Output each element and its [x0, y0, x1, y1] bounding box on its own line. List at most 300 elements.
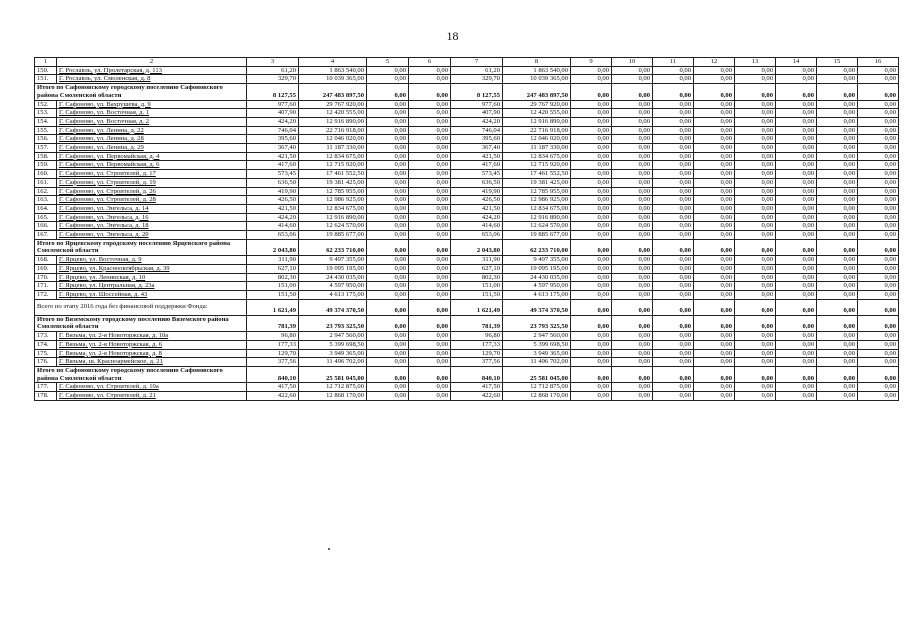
value-cell: 0,00 — [817, 383, 858, 392]
stage-total-label: Всего по этапу 2016 года без финансовой поддержки Фонда: — [35, 299, 247, 315]
value-cell: 0,00 — [776, 135, 817, 144]
value-cell: 177,33 — [451, 340, 503, 349]
value-cell: 0,00 — [612, 204, 653, 213]
row-number-cell: 178. — [35, 392, 57, 401]
value-cell: 12 834 675,00 — [299, 204, 367, 213]
value-cell: 424,20 — [247, 117, 299, 126]
address-cell: Г. Рославль, ул. Пролетарская, д. 113 — [57, 66, 247, 75]
value-cell: 12 785 955,00 — [299, 187, 367, 196]
value-cell: 4 613 175,00 — [299, 290, 367, 299]
value-cell: 0,00 — [367, 66, 409, 75]
value-cell: 3 949 365,00 — [299, 349, 367, 358]
value-cell: 0,00 — [409, 204, 451, 213]
value-cell: 0,00 — [694, 264, 735, 273]
value-cell: 573,45 — [247, 170, 299, 179]
value-cell: 2 947 560,00 — [299, 332, 367, 341]
row-number-cell: 156. — [35, 135, 57, 144]
value-cell: 0,00 — [409, 264, 451, 273]
value-cell: 0,00 — [694, 383, 735, 392]
table-row — [35, 135, 899, 144]
subtotal-value-cell: 0,00 — [817, 84, 858, 100]
value-cell: 0,00 — [409, 178, 451, 187]
value-cell: 0,00 — [735, 187, 776, 196]
table-row — [35, 178, 899, 187]
value-cell: 0,00 — [858, 117, 899, 126]
value-cell: 0,00 — [571, 109, 612, 118]
value-cell: 61,20 — [451, 66, 503, 75]
subtotal-value-cell: 0,00 — [735, 239, 776, 255]
value-cell: 0,00 — [694, 392, 735, 401]
value-cell: 0,00 — [409, 117, 451, 126]
address-cell: Г. Сафоново, ул. Ленина, д. 22 — [57, 126, 247, 135]
value-cell: 0,00 — [653, 66, 694, 75]
value-cell: 0,00 — [817, 256, 858, 265]
value-cell: 0,00 — [817, 117, 858, 126]
column-number-cell: 5 — [367, 58, 409, 67]
table-row — [35, 117, 899, 126]
value-cell: 0,00 — [612, 282, 653, 291]
row-number-cell: 172. — [35, 290, 57, 299]
value-cell: 0,00 — [409, 152, 451, 161]
value-cell: 4 597 950,00 — [503, 282, 571, 291]
value-cell: 0,00 — [817, 100, 858, 109]
subtotal-value-cell: 0,00 — [367, 84, 409, 100]
table-row — [35, 392, 899, 401]
row-number-cell: 155. — [35, 126, 57, 135]
value-cell: 10 039 365,00 — [503, 75, 571, 84]
subtotal-value-cell: 0,00 — [409, 315, 451, 331]
value-cell: 0,00 — [367, 256, 409, 265]
value-cell: 407,90 — [451, 109, 503, 118]
subtotal-value-cell: 25 581 045,00 — [299, 366, 367, 382]
subtotal-value-cell: 49 374 370,50 — [299, 299, 367, 315]
value-cell: 419,90 — [247, 187, 299, 196]
value-cell: 0,00 — [653, 109, 694, 118]
value-cell: 0,00 — [735, 383, 776, 392]
value-cell: 0,00 — [858, 282, 899, 291]
value-cell: 0,00 — [817, 340, 858, 349]
value-cell: 0,00 — [653, 144, 694, 153]
subtotal-value-cell: 0,00 — [817, 239, 858, 255]
table-row — [35, 256, 899, 265]
value-cell: 0,00 — [653, 187, 694, 196]
value-cell: 0,00 — [817, 144, 858, 153]
value-cell: 0,00 — [694, 135, 735, 144]
value-cell: 0,00 — [776, 332, 817, 341]
value-cell: 22 716 918,00 — [299, 126, 367, 135]
value-cell: 0,00 — [612, 290, 653, 299]
subtotal-label: Итого по Вяземскому городскому поселению Вяземского района Смоленской области — [35, 315, 247, 331]
value-cell: 0,00 — [571, 392, 612, 401]
subtotal-value-cell: 62 233 710,00 — [503, 239, 571, 255]
value-cell: 636,50 — [451, 178, 503, 187]
value-cell: 0,00 — [858, 213, 899, 222]
row-number-cell: 169. — [35, 264, 57, 273]
value-cell: 177,33 — [247, 340, 299, 349]
value-cell: 0,00 — [817, 231, 858, 240]
value-cell: 0,00 — [694, 273, 735, 282]
value-cell: 0,00 — [858, 144, 899, 153]
value-cell: 0,00 — [571, 66, 612, 75]
value-cell: 0,00 — [409, 222, 451, 231]
subtotal-value-cell: 0,00 — [367, 315, 409, 331]
value-cell: 0,00 — [735, 358, 776, 367]
value-cell: 0,00 — [367, 204, 409, 213]
value-cell: 0,00 — [571, 264, 612, 273]
value-cell: 0,00 — [858, 152, 899, 161]
value-cell: 0,00 — [817, 358, 858, 367]
value-cell: 0,00 — [409, 231, 451, 240]
row-number-cell: 150. — [35, 66, 57, 75]
value-cell: 0,00 — [571, 144, 612, 153]
value-cell: 12 715 920,00 — [299, 161, 367, 170]
value-cell: 0,00 — [612, 213, 653, 222]
value-cell: 0,00 — [776, 66, 817, 75]
value-cell: 0,00 — [571, 256, 612, 265]
value-cell: 417,60 — [451, 161, 503, 170]
subtotal-value-cell: 0,00 — [367, 239, 409, 255]
value-cell: 0,00 — [694, 187, 735, 196]
value-cell: 0,00 — [694, 213, 735, 222]
value-cell: 3 949 365,00 — [503, 349, 571, 358]
value-cell: 0,00 — [409, 66, 451, 75]
value-cell: 0,00 — [653, 332, 694, 341]
value-cell: 0,00 — [612, 117, 653, 126]
subtotal-value-cell: 0,00 — [571, 239, 612, 255]
address-cell: Г. Ярцево, ул. Восточная, д. 9 — [57, 256, 247, 265]
value-cell: 0,00 — [735, 178, 776, 187]
row-number-cell: 153. — [35, 109, 57, 118]
value-cell: 0,00 — [817, 332, 858, 341]
value-cell: 0,00 — [776, 170, 817, 179]
address-cell: Г. Вязьма, ул. 2-я Новоторжская, д. 6 — [57, 340, 247, 349]
subtotal-value-cell: 0,00 — [735, 315, 776, 331]
value-cell: 12 916 890,00 — [299, 117, 367, 126]
row-number-cell: 175. — [35, 349, 57, 358]
value-cell: 0,00 — [571, 196, 612, 205]
column-number-cell: 15 — [817, 58, 858, 67]
value-cell: 0,00 — [653, 75, 694, 84]
address-cell: Г. Рославль, ул. Смоленская, д. 8 — [57, 75, 247, 84]
value-cell: 0,00 — [817, 213, 858, 222]
value-cell: 0,00 — [735, 213, 776, 222]
row-number-cell: 174. — [35, 340, 57, 349]
value-cell: 0,00 — [776, 161, 817, 170]
value-cell: 0,00 — [694, 349, 735, 358]
value-cell: 0,00 — [776, 256, 817, 265]
value-cell: 0,00 — [612, 196, 653, 205]
value-cell: 0,00 — [776, 290, 817, 299]
value-cell: 0,00 — [367, 187, 409, 196]
value-cell: 4 597 950,00 — [299, 282, 367, 291]
value-cell: 0,00 — [694, 109, 735, 118]
row-number-cell: 170. — [35, 273, 57, 282]
table-row — [35, 144, 899, 153]
value-cell: 129,70 — [247, 349, 299, 358]
value-cell: 0,00 — [694, 332, 735, 341]
value-cell: 0,00 — [817, 349, 858, 358]
value-cell: 0,00 — [571, 161, 612, 170]
value-cell: 0,00 — [571, 100, 612, 109]
table-row — [35, 213, 899, 222]
column-number-cell: 4 — [299, 58, 367, 67]
subtotal-value-cell: 0,00 — [409, 299, 451, 315]
value-cell: 0,00 — [817, 178, 858, 187]
value-cell: 0,00 — [694, 358, 735, 367]
value-cell: 0,00 — [409, 100, 451, 109]
value-cell: 0,00 — [612, 126, 653, 135]
value-cell: 0,00 — [858, 340, 899, 349]
value-cell: 0,00 — [858, 100, 899, 109]
value-cell: 0,00 — [858, 264, 899, 273]
value-cell: 0,00 — [858, 349, 899, 358]
value-cell: 417,50 — [451, 383, 503, 392]
subtotal-row — [35, 315, 899, 331]
value-cell: 0,00 — [735, 332, 776, 341]
value-cell: 0,00 — [817, 135, 858, 144]
value-cell: 0,00 — [409, 358, 451, 367]
value-cell: 19 381 425,00 — [299, 178, 367, 187]
value-cell: 0,00 — [858, 383, 899, 392]
value-cell: 0,00 — [776, 231, 817, 240]
value-cell: 5 399 698,50 — [503, 340, 571, 349]
table-body — [35, 58, 899, 401]
value-cell: 2 947 560,00 — [503, 332, 571, 341]
value-cell: 0,00 — [612, 187, 653, 196]
value-cell: 0,00 — [694, 196, 735, 205]
value-cell: 0,00 — [694, 256, 735, 265]
value-cell: 0,00 — [653, 126, 694, 135]
value-cell: 395,60 — [247, 135, 299, 144]
value-cell: 0,00 — [612, 231, 653, 240]
value-cell: 0,00 — [817, 392, 858, 401]
row-number-cell: 151. — [35, 75, 57, 84]
row-number-cell: 160. — [35, 170, 57, 179]
subtotal-value-cell: 0,00 — [367, 366, 409, 382]
value-cell: 0,00 — [409, 256, 451, 265]
value-cell: 0,00 — [858, 196, 899, 205]
value-cell: 0,00 — [694, 282, 735, 291]
value-cell: 0,00 — [776, 213, 817, 222]
subtotal-value-cell: 0,00 — [858, 84, 899, 100]
value-cell: 0,00 — [735, 126, 776, 135]
value-cell: 0,00 — [571, 75, 612, 84]
value-cell: 0,00 — [694, 126, 735, 135]
address-cell: Г. Сафоново, ул. Строителей, д. 17 — [57, 170, 247, 179]
address-cell: Г. Вязьма, ул. 2-я Новоторжская, д. 8 — [57, 349, 247, 358]
value-cell: 151,00 — [451, 282, 503, 291]
value-cell: 0,00 — [612, 135, 653, 144]
value-cell: 151,00 — [247, 282, 299, 291]
subtotal-value-cell: 0,00 — [571, 299, 612, 315]
subtotal-value-cell: 25 581 045,00 — [503, 366, 571, 382]
value-cell: 12 785 955,00 — [503, 187, 571, 196]
subtotal-value-cell: 0,00 — [571, 84, 612, 100]
value-cell: 0,00 — [409, 161, 451, 170]
value-cell: 0,00 — [571, 187, 612, 196]
value-cell: 0,00 — [367, 264, 409, 273]
value-cell: 11 187 330,00 — [299, 144, 367, 153]
value-cell: 29 767 920,00 — [503, 100, 571, 109]
value-cell: 0,00 — [776, 358, 817, 367]
value-cell: 0,00 — [612, 66, 653, 75]
value-cell: 0,00 — [776, 264, 817, 273]
subtotal-value-cell: 0,00 — [367, 299, 409, 315]
value-cell: 0,00 — [735, 349, 776, 358]
value-cell: 0,00 — [694, 340, 735, 349]
value-cell: 0,00 — [367, 152, 409, 161]
value-cell: 0,00 — [776, 349, 817, 358]
value-cell: 0,00 — [817, 273, 858, 282]
value-cell: 12 986 925,00 — [299, 196, 367, 205]
value-cell: 0,00 — [367, 213, 409, 222]
value-cell: 311,90 — [451, 256, 503, 265]
value-cell: 19 885 677,00 — [299, 231, 367, 240]
subtotal-value-cell: 23 793 325,50 — [503, 315, 571, 331]
table-row — [35, 231, 899, 240]
value-cell: 96,80 — [247, 332, 299, 341]
value-cell: 4 613 175,00 — [503, 290, 571, 299]
value-cell: 0,00 — [612, 144, 653, 153]
value-cell: 977,60 — [451, 100, 503, 109]
subtotal-value-cell: 0,00 — [409, 84, 451, 100]
subtotal-value-cell: 1 621,49 — [451, 299, 503, 315]
value-cell: 0,00 — [367, 282, 409, 291]
table-row — [35, 349, 899, 358]
table-row — [35, 126, 899, 135]
stage-total-row — [35, 299, 899, 315]
row-number-cell: 158. — [35, 152, 57, 161]
address-cell: Г. Сафоново, ул. Строителей, д. 28 — [57, 196, 247, 205]
subtotal-value-cell: 0,00 — [653, 315, 694, 331]
column-number-cell: 1 — [35, 58, 57, 67]
value-cell: 0,00 — [858, 170, 899, 179]
housing-register-table — [34, 57, 899, 401]
value-cell: 0,00 — [612, 358, 653, 367]
table-row — [35, 273, 899, 282]
value-cell: 0,00 — [858, 358, 899, 367]
value-cell: 0,00 — [694, 100, 735, 109]
value-cell: 0,00 — [817, 264, 858, 273]
address-cell: Г. Сафоново, ул. Ленина, д. 29 — [57, 144, 247, 153]
value-cell: 12 916 890,00 — [299, 213, 367, 222]
value-cell: 0,00 — [776, 152, 817, 161]
address-cell: Г. Сафоново, ул. Строителей, д. 26 — [57, 187, 247, 196]
value-cell: 0,00 — [735, 282, 776, 291]
value-cell: 0,00 — [367, 178, 409, 187]
value-cell: 0,00 — [409, 126, 451, 135]
value-cell: 0,00 — [653, 358, 694, 367]
value-cell: 0,00 — [367, 100, 409, 109]
value-cell: 417,50 — [247, 383, 299, 392]
value-cell: 0,00 — [817, 109, 858, 118]
value-cell: 0,00 — [612, 100, 653, 109]
value-cell: 0,00 — [571, 273, 612, 282]
value-cell: 0,00 — [776, 340, 817, 349]
column-number-cell: 7 — [451, 58, 503, 67]
column-number-cell: 14 — [776, 58, 817, 67]
value-cell: 12 834 675,00 — [503, 152, 571, 161]
value-cell: 12 715 920,00 — [503, 161, 571, 170]
value-cell: 0,00 — [367, 222, 409, 231]
value-cell: 0,00 — [858, 66, 899, 75]
value-cell: 0,00 — [694, 204, 735, 213]
value-cell: 0,00 — [858, 204, 899, 213]
table-row — [35, 196, 899, 205]
value-cell: 0,00 — [817, 196, 858, 205]
table-row — [35, 340, 899, 349]
subtotal-value-cell: 0,00 — [776, 299, 817, 315]
value-cell: 0,00 — [571, 213, 612, 222]
value-cell: 0,00 — [776, 383, 817, 392]
value-cell: 0,00 — [612, 332, 653, 341]
table-row — [35, 204, 899, 213]
value-cell: 0,00 — [571, 222, 612, 231]
subtotal-value-cell: 0,00 — [735, 299, 776, 315]
value-cell: 0,00 — [858, 75, 899, 84]
subtotal-value-cell: 0,00 — [653, 299, 694, 315]
value-cell: 0,00 — [571, 231, 612, 240]
value-cell: 0,00 — [367, 75, 409, 84]
value-cell: 12 420 555,00 — [299, 109, 367, 118]
value-cell: 0,00 — [367, 332, 409, 341]
scan-speck — [328, 548, 330, 550]
address-cell: Г. Сафоново, ул. Восточная, д. 2 — [57, 117, 247, 126]
value-cell: 395,60 — [451, 135, 503, 144]
value-cell: 0,00 — [653, 231, 694, 240]
subtotal-value-cell: 0,00 — [612, 366, 653, 382]
value-cell: 0,00 — [653, 170, 694, 179]
value-cell: 0,00 — [612, 392, 653, 401]
column-number-cell: 2 — [57, 58, 247, 67]
subtotal-value-cell: 0,00 — [612, 239, 653, 255]
value-cell: 0,00 — [409, 282, 451, 291]
row-number-cell: 152. — [35, 100, 57, 109]
value-cell: 0,00 — [612, 152, 653, 161]
value-cell: 414,60 — [247, 222, 299, 231]
subtotal-value-cell: 0,00 — [653, 84, 694, 100]
value-cell: 0,00 — [409, 187, 451, 196]
address-cell: Г. Сафоново, ул. Строителей, д. 19 — [57, 178, 247, 187]
value-cell: 0,00 — [653, 204, 694, 213]
value-cell: 421,50 — [247, 204, 299, 213]
value-cell: 0,00 — [776, 144, 817, 153]
subtotal-label: Итого по Сафоновскому городскому поселению Сафоновского района Смоленской области — [35, 366, 247, 382]
value-cell: 17 461 552,50 — [503, 170, 571, 179]
value-cell: 0,00 — [367, 358, 409, 367]
subtotal-value-cell: 0,00 — [612, 299, 653, 315]
subtotal-row — [35, 84, 899, 100]
value-cell: 0,00 — [735, 222, 776, 231]
value-cell: 0,00 — [694, 161, 735, 170]
subtotal-value-cell: 0,00 — [817, 366, 858, 382]
column-number-cell: 13 — [735, 58, 776, 67]
value-cell: 0,00 — [367, 290, 409, 299]
value-cell: 0,00 — [571, 117, 612, 126]
row-number-cell: 162. — [35, 187, 57, 196]
value-cell: 0,00 — [367, 135, 409, 144]
row-number-cell: 177. — [35, 383, 57, 392]
value-cell: 0,00 — [571, 126, 612, 135]
value-cell: 0,00 — [776, 117, 817, 126]
value-cell: 0,00 — [735, 117, 776, 126]
value-cell: 0,00 — [367, 144, 409, 153]
column-number-cell: 12 — [694, 58, 735, 67]
column-number-cell: 11 — [653, 58, 694, 67]
value-cell: 0,00 — [694, 222, 735, 231]
row-number-cell: 165. — [35, 213, 57, 222]
subtotal-value-cell: 0,00 — [409, 239, 451, 255]
